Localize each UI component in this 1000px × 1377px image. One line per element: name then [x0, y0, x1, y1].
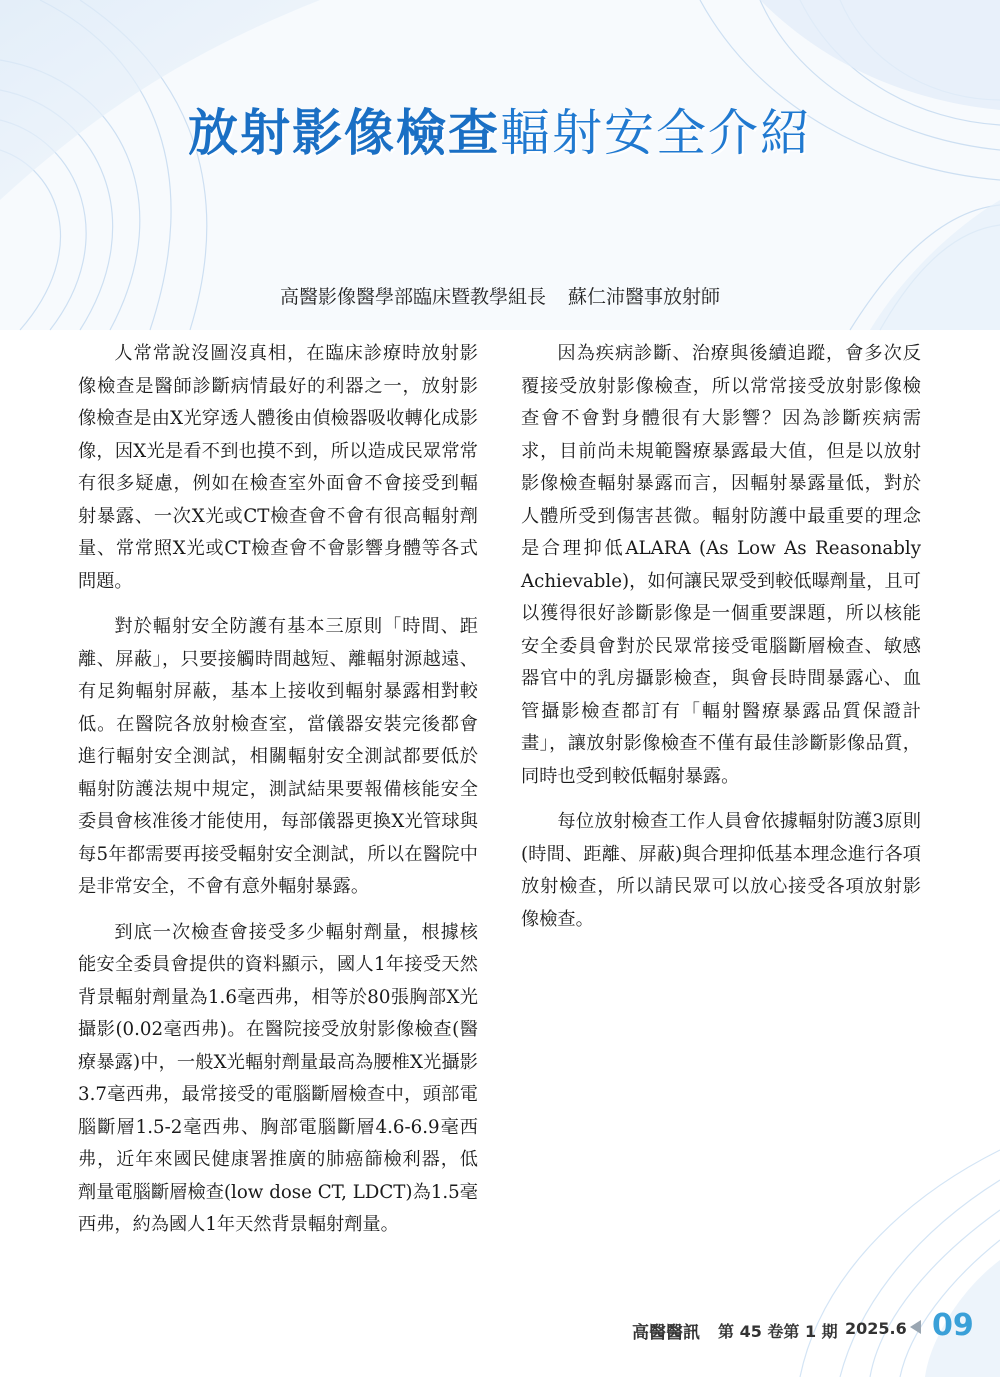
author-line — [0, 282, 1000, 312]
issue-number: 第 45 卷第 1 期 — [718, 1322, 838, 1341]
title-bold-part: 放射影像檢查 — [188, 104, 500, 162]
paragraph: 到底一次檢查會接受多少輻射劑量，根據核能安全委員會提供的資料顯示，國人1年接受天然背景輻射劑量為1.6毫西弗，相等於80張胸部X光攝影(0.02毫西弗)。在醫院接受放射影像檢查(醫療暴露)中，一般X光輻射劑量最高為腰椎X光攝影3.7毫西弗，最常接受的電腦斷層檢查中，頭部電腦斷層1.5-2毫西弗、胸部電腦斷層4.6-6.9毫西弗，近年來國民健康署推廣的肺癌篩檢利器，低劑量電腦斷層檢查(low dose CT, LDCT)為1.5毫西弗，約為國人1年天然背景輻射劑量。 — [78, 921, 478, 1235]
paragraph: 因為疾病診斷、治療與後續追蹤，會多次反覆接受放射影像檢查，所以常常接受放射影像檢查會不會對身體很有大影響？因為診斷疾病需求，目前尚未規範醫療暴露最大值，但是以放射影像檢查輻射暴露而言，因輻射暴露量低，對於人體所受到傷害甚微。輻射防護中最重要的理念是合理抑低ALARA (As Low As Reasonably Achievable)，如何讓民眾受到較低曝劑量，且可以獲得很好診斷影像是一個重要課題，所以核能安全委員會對於民眾常接受電腦斷層檢查、敏感器官中的乳房攝影檢查，與會長時間暴露心、血管攝影檢查都訂有「輻射醫療暴露品質保證計畫」，讓放射影像檢查不僅有最佳診斷影像品質，同時也受到較低輻射暴露。 — [521, 343, 921, 787]
left-column — [78, 338, 478, 1255]
paragraph: 人常常說沒圖沒真相，在臨床診療時放射影像檢查是醫師診斷病情最好的利器之一，放射影像檢查是由X光穿透人體後由偵檢器吸收轉化成影像，因X光是看不到也摸不到，所以造成民眾常常有很多疑慮，例如在檢查室外面會不會接受到輻射暴露、一次X光或CT檢查會不會有很高輻射劑量、常常照X光或CT檢查會不會影響身體等各式問題。 — [78, 343, 478, 592]
title-light-part: 輻射安全介紹 — [500, 104, 812, 162]
page-footer — [590, 1308, 980, 1348]
author-unit: 高醫影像醫學部臨床暨教學組長 — [279, 286, 546, 308]
right-column — [521, 338, 921, 949]
author-name: 蘇仁沛醫事放射師 — [568, 286, 721, 308]
paragraph: 對於輻射安全防護有基本三原則「時間、距離、屏蔽」，只要接觸時間越短、離輻射源越遠、有足夠輻射屏蔽，基本上接收到輻射暴露相對較低。在醫院各放射檢查室，當儀器安裝完後都會進行輻射安全測試，相關輻射安全測試都要低於輻射防護法規中規定，測試結果要報備核能安全委員會核准後才能使用，每部儀器更換X光管球與每5年都需要再接受輻射安全測試，所以在醫院中是非常安全，不會有意外輻射暴露。 — [78, 616, 478, 897]
paragraph: 每位放射檢查工作人員會依據輻射防護3原則(時間、距離、屏蔽)與合理抑低基本理念進行各項放射檢查，所以請民眾可以放心接受各項放射影像檢查。 — [521, 811, 921, 930]
page-number: 09 — [932, 1308, 974, 1343]
article-title — [0, 98, 1000, 168]
issue-date: 2025.6 — [845, 1319, 907, 1338]
journal-name: 高醫醫訊 — [632, 1323, 700, 1343]
triangle-left-icon — [910, 1320, 921, 1334]
